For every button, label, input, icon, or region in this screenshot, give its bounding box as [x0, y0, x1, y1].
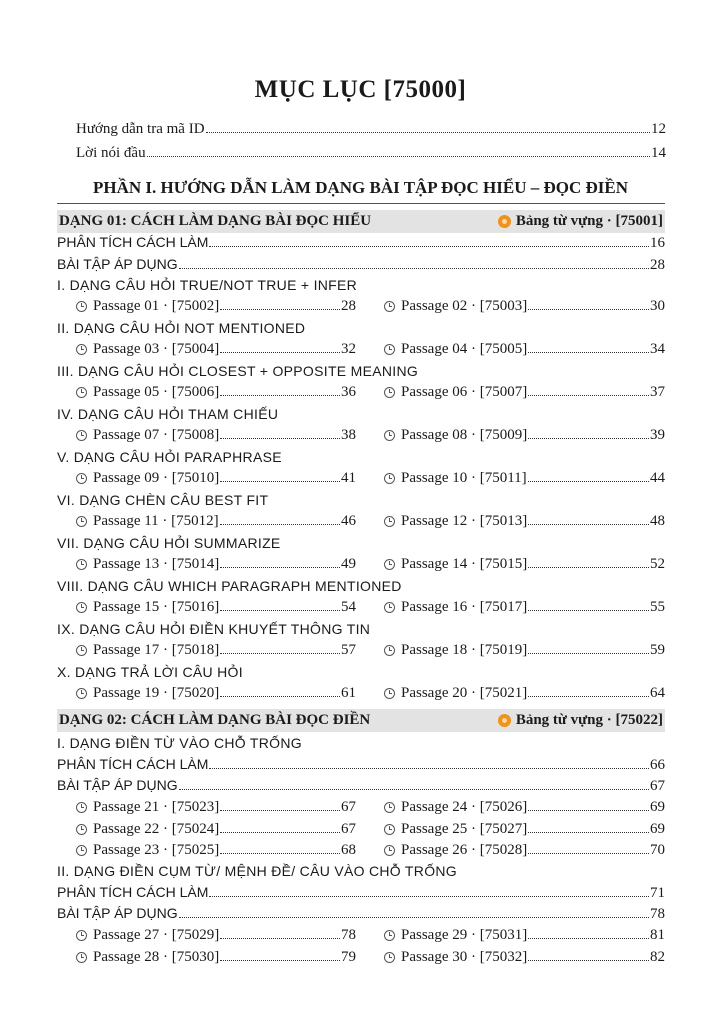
- group-title: I. DẠNG CÂU HỎI TRUE/NOT TRUE + INFER: [57, 277, 358, 293]
- group-title: IV. DẠNG CÂU HỎI THAM CHIẾU: [57, 406, 279, 422]
- dot-leader: [220, 938, 340, 939]
- toc-entry-page: 71: [650, 885, 665, 901]
- toc-entry-page: 78: [650, 906, 665, 922]
- clock-icon: [384, 688, 395, 699]
- passage-label: Passage 19 · [75020]: [93, 685, 220, 701]
- passage-page: 70: [650, 842, 665, 858]
- passage-entry[interactable]: [76, 384, 356, 401]
- toc-entry-page: 16: [650, 235, 665, 251]
- clock-icon: [384, 845, 395, 856]
- clock-icon: [76, 645, 87, 656]
- passage-page: 64: [650, 685, 665, 701]
- passage-entry[interactable]: [76, 556, 356, 573]
- passage-entry[interactable]: [76, 427, 356, 444]
- toc-entry-label: PHÂN TÍCH CÁCH LÀM: [57, 234, 209, 250]
- toc-entry-label: Hướng dẫn tra mã ID: [76, 121, 205, 137]
- passage-page: 59: [650, 642, 665, 658]
- passage-label: Passage 11 · [75012]: [93, 513, 219, 529]
- dot-leader: [528, 610, 649, 611]
- group-title: V. DẠNG CÂU HỎI PARAPHRASE: [57, 449, 282, 465]
- vocab-label: Bảng từ vựng · [75001]: [515, 213, 663, 229]
- clock-icon: [76, 516, 87, 527]
- vocab-label: Bảng từ vựng · [75022]: [515, 712, 663, 728]
- passage-page: 54: [341, 599, 356, 615]
- dot-leader: [179, 917, 649, 918]
- dot-leader: [209, 768, 649, 769]
- clock-icon: [384, 602, 395, 613]
- passage-page: 79: [341, 948, 356, 965]
- passage-entry[interactable]: [384, 842, 665, 859]
- passage-page: 37: [650, 384, 665, 400]
- passage-entry[interactable]: [384, 821, 665, 838]
- clock-icon: [76, 802, 87, 813]
- clock-icon: [384, 802, 395, 813]
- passage-entry[interactable]: [76, 642, 356, 659]
- passage-entry[interactable]: [384, 298, 665, 315]
- dot-leader: [528, 567, 649, 568]
- passage-label: Passage 09 · [75010]: [93, 470, 220, 486]
- passage-page: 52: [650, 556, 665, 572]
- group-title: II. DẠNG CÂU HỎI NOT MENTIONED: [57, 320, 306, 336]
- passage-label: Passage 29 · [75031]: [401, 927, 528, 943]
- toc-entry-label: BÀI TẬP ÁP DỤNG: [57, 777, 178, 793]
- passage-label: Passage 10 · [75011]: [401, 470, 527, 486]
- section-title: DẠNG 01: CÁCH LÀM DẠNG BÀI ĐỌC HIỂU: [59, 213, 372, 229]
- passage-entry[interactable]: [76, 298, 356, 315]
- passage-entry[interactable]: [384, 341, 665, 358]
- page-title: MỤC LỤC [75000]: [254, 76, 467, 103]
- group-title: VI. DẠNG CHÈN CÂU BEST FIT: [57, 492, 269, 508]
- clock-icon: [76, 301, 87, 312]
- passage-page: 38: [341, 427, 356, 443]
- clock-icon: [384, 930, 395, 941]
- dot-leader: [220, 438, 340, 439]
- vocab-link[interactable]: [498, 213, 663, 230]
- dot-leader: [528, 524, 649, 525]
- toc-entry-label: PHÂN TÍCH CÁCH LÀM: [57, 756, 209, 772]
- clock-icon: [76, 824, 87, 835]
- passage-label: Passage 25 · [75027]: [401, 820, 528, 837]
- dot-leader: [220, 832, 340, 833]
- section-title: DẠNG 02: CÁCH LÀM DẠNG BÀI ĐỌC ĐIỀN: [59, 712, 371, 728]
- passage-entry[interactable]: [76, 470, 356, 487]
- passage-label: Passage 28 · [75030]: [93, 948, 220, 965]
- clock-icon: [76, 845, 87, 856]
- passage-label: Passage 22 · [75024]: [93, 820, 220, 837]
- clock-icon: [384, 430, 395, 441]
- passage-entry[interactable]: [76, 799, 356, 816]
- passage-label: Passage 18 · [75019]: [401, 642, 528, 658]
- passage-page: 28: [341, 298, 356, 314]
- dot-leader: [528, 309, 649, 310]
- passage-page: 67: [341, 799, 356, 815]
- passage-entry[interactable]: [384, 799, 665, 816]
- dot-leader: [528, 810, 649, 811]
- passage-entry[interactable]: [384, 642, 665, 659]
- clock-icon: [76, 602, 87, 613]
- passage-label: Passage 21 · [75023]: [93, 799, 220, 815]
- dot-leader: [220, 481, 340, 482]
- passage-page: 69: [650, 820, 665, 837]
- passage-page: 39: [650, 427, 665, 443]
- clock-icon: [76, 952, 87, 963]
- passage-page: 78: [341, 927, 356, 943]
- passage-page: 41: [341, 470, 356, 486]
- group-title: III. DẠNG CÂU HỎI CLOSEST + OPPOSITE MEANING: [57, 363, 419, 379]
- clock-icon: [384, 473, 395, 484]
- passage-page: 48: [650, 513, 665, 529]
- dot-leader: [220, 567, 340, 568]
- clock-icon: [384, 559, 395, 570]
- clock-icon: [384, 344, 395, 355]
- passage-page: 34: [650, 341, 665, 357]
- group-title: VII. DẠNG CÂU HỎI SUMMARIZE: [57, 535, 281, 551]
- passage-label: Passage 27 · [75029]: [93, 927, 220, 943]
- passage-page: 57: [341, 642, 356, 658]
- toc-entry[interactable]: [57, 234, 665, 252]
- passage-label: Passage 04 · [75005]: [401, 341, 528, 357]
- clock-icon: [384, 645, 395, 656]
- clock-icon: [76, 688, 87, 699]
- passage-entry[interactable]: [384, 384, 665, 401]
- dot-leader: [179, 789, 649, 790]
- dot-leader: [220, 309, 340, 310]
- passage-label: Passage 30 · [75032]: [401, 948, 528, 965]
- passage-page: 82: [650, 948, 665, 965]
- clock-icon: [76, 344, 87, 355]
- book-icon: [498, 215, 511, 228]
- dot-leader: [528, 960, 649, 961]
- passage-label: Passage 13 · [75014]: [93, 556, 220, 572]
- passage-label: Passage 23 · [75025]: [93, 842, 220, 858]
- toc-entry-label: BÀI TẬP ÁP DỤNG: [57, 905, 178, 921]
- passage-label: Passage 17 · [75018]: [93, 642, 220, 658]
- passage-label: Passage 03 · [75004]: [93, 341, 220, 357]
- passage-label: Passage 16 · [75017]: [401, 599, 528, 615]
- toc-entry-page: 66: [650, 757, 665, 773]
- dot-leader: [147, 156, 650, 157]
- dot-leader: [528, 438, 649, 439]
- toc-entry-label: BÀI TẬP ÁP DỤNG: [57, 256, 178, 272]
- clock-icon: [384, 301, 395, 312]
- clock-icon: [76, 387, 87, 398]
- passage-page: 49: [341, 556, 356, 572]
- passage-label: Passage 02 · [75003]: [401, 298, 528, 314]
- part-title: PHẦN I. HƯỚNG DẪN LÀM DẠNG BÀI TẬP ĐỌC HIỂU – ĐỌC ĐIỀN: [92, 178, 629, 197]
- dot-leader: [209, 246, 649, 247]
- clock-icon: [76, 930, 87, 941]
- clock-icon: [384, 516, 395, 527]
- dot-leader: [528, 696, 649, 697]
- passage-entry[interactable]: [76, 821, 356, 838]
- section-header-2: [57, 709, 665, 732]
- clock-icon: [76, 559, 87, 570]
- clock-icon: [384, 952, 395, 963]
- passage-page: 46: [341, 513, 356, 529]
- passage-label: Passage 06 · [75007]: [401, 384, 528, 400]
- passage-page: 61: [341, 685, 356, 701]
- section-header-1: [57, 210, 665, 233]
- passage-label: Passage 14 · [75015]: [401, 556, 528, 572]
- clock-icon: [76, 473, 87, 484]
- passage-entry[interactable]: [384, 949, 665, 966]
- toc-entry[interactable]: [57, 905, 665, 923]
- book-icon: [498, 714, 511, 727]
- passage-entry[interactable]: [76, 927, 356, 944]
- dot-leader: [209, 896, 649, 897]
- dot-leader: [220, 610, 340, 611]
- passage-label: Passage 26 · [75028]: [401, 842, 528, 858]
- dot-leader: [528, 653, 649, 654]
- dot-leader: [206, 132, 650, 133]
- passage-label: Passage 07 · [75008]: [93, 427, 220, 443]
- passage-label: Passage 01 · [75002]: [93, 298, 220, 314]
- divider: [57, 203, 665, 204]
- dot-leader: [220, 395, 340, 396]
- dot-leader: [528, 395, 649, 396]
- passage-page: 55: [650, 599, 665, 615]
- passage-page: 32: [341, 341, 356, 357]
- dot-leader: [179, 268, 649, 269]
- toc-entry-page: 28: [650, 257, 665, 273]
- toc-entry[interactable]: [57, 884, 665, 902]
- toc-entry[interactable]: [76, 121, 666, 138]
- dot-leader: [528, 481, 649, 482]
- passage-page: 44: [650, 470, 665, 486]
- passage-label: Passage 05 · [75006]: [93, 384, 220, 400]
- passage-label: Passage 08 · [75009]: [401, 427, 528, 443]
- group-title: I. DẠNG ĐIỀN TỪ VÀO CHỖ TRỐNG: [57, 735, 302, 751]
- dot-leader: [220, 960, 340, 961]
- passage-label: Passage 15 · [75016]: [93, 599, 220, 615]
- dot-leader: [220, 352, 340, 353]
- group-title: II. DẠNG ĐIỀN CỤM TỪ/ MỆNH ĐỀ/ CÂU VÀO CHỖ TRỐNG: [57, 863, 457, 879]
- passage-entry[interactable]: [76, 599, 356, 616]
- clock-icon: [384, 824, 395, 835]
- toc-entry-page: 67: [650, 778, 665, 794]
- passage-page: 30: [650, 298, 665, 314]
- passage-entry[interactable]: [76, 842, 356, 859]
- passage-entry[interactable]: [384, 599, 665, 616]
- passage-page: 67: [341, 820, 356, 837]
- passage-entry[interactable]: [384, 927, 665, 944]
- passage-page: 36: [341, 384, 356, 400]
- passage-entry[interactable]: [384, 513, 665, 530]
- clock-icon: [384, 387, 395, 398]
- dot-leader: [220, 653, 340, 654]
- passage-entry[interactable]: [76, 685, 356, 702]
- group-title: X. DẠNG TRẢ LỜI CÂU HỎI: [57, 664, 243, 680]
- dot-leader: [220, 524, 340, 525]
- toc-entry[interactable]: [57, 756, 665, 774]
- toc-entry[interactable]: [57, 256, 665, 274]
- group-title: IX. DẠNG CÂU HỎI ĐIỀN KHUYẾT THÔNG TIN: [57, 621, 371, 637]
- dot-leader: [220, 810, 340, 811]
- passage-page: 69: [650, 799, 665, 815]
- dot-leader: [528, 938, 649, 939]
- toc-entry-page: 12: [651, 121, 666, 137]
- dot-leader: [528, 352, 649, 353]
- toc-entry-page: 14: [651, 145, 666, 161]
- toc-entry[interactable]: [57, 777, 665, 795]
- passage-label: Passage 24 · [75026]: [401, 799, 528, 815]
- toc-entry[interactable]: [76, 145, 666, 162]
- dot-leader: [528, 853, 649, 854]
- dot-leader: [220, 696, 340, 697]
- passage-entry[interactable]: [76, 949, 356, 966]
- dot-leader: [220, 853, 340, 854]
- passage-entry[interactable]: [384, 685, 665, 702]
- clock-icon: [76, 430, 87, 441]
- passage-entry[interactable]: [76, 513, 356, 530]
- group-title: VIII. DẠNG CÂU WHICH PARAGRAPH MENTIONED: [57, 578, 402, 594]
- vocab-link[interactable]: [498, 712, 663, 729]
- toc-entry-label: Lời nói đầu: [76, 145, 146, 161]
- passage-entry[interactable]: [384, 427, 665, 444]
- passage-page: 68: [341, 842, 356, 858]
- passage-entry[interactable]: [384, 556, 665, 573]
- passage-entry[interactable]: [76, 341, 356, 358]
- passage-label: Passage 12 · [75013]: [401, 513, 528, 529]
- toc-entry-label: PHÂN TÍCH CÁCH LÀM: [57, 884, 209, 900]
- passage-page: 81: [650, 927, 665, 943]
- passage-label: Passage 20 · [75021]: [401, 685, 528, 701]
- dot-leader: [528, 832, 649, 833]
- passage-entry[interactable]: [384, 470, 665, 487]
